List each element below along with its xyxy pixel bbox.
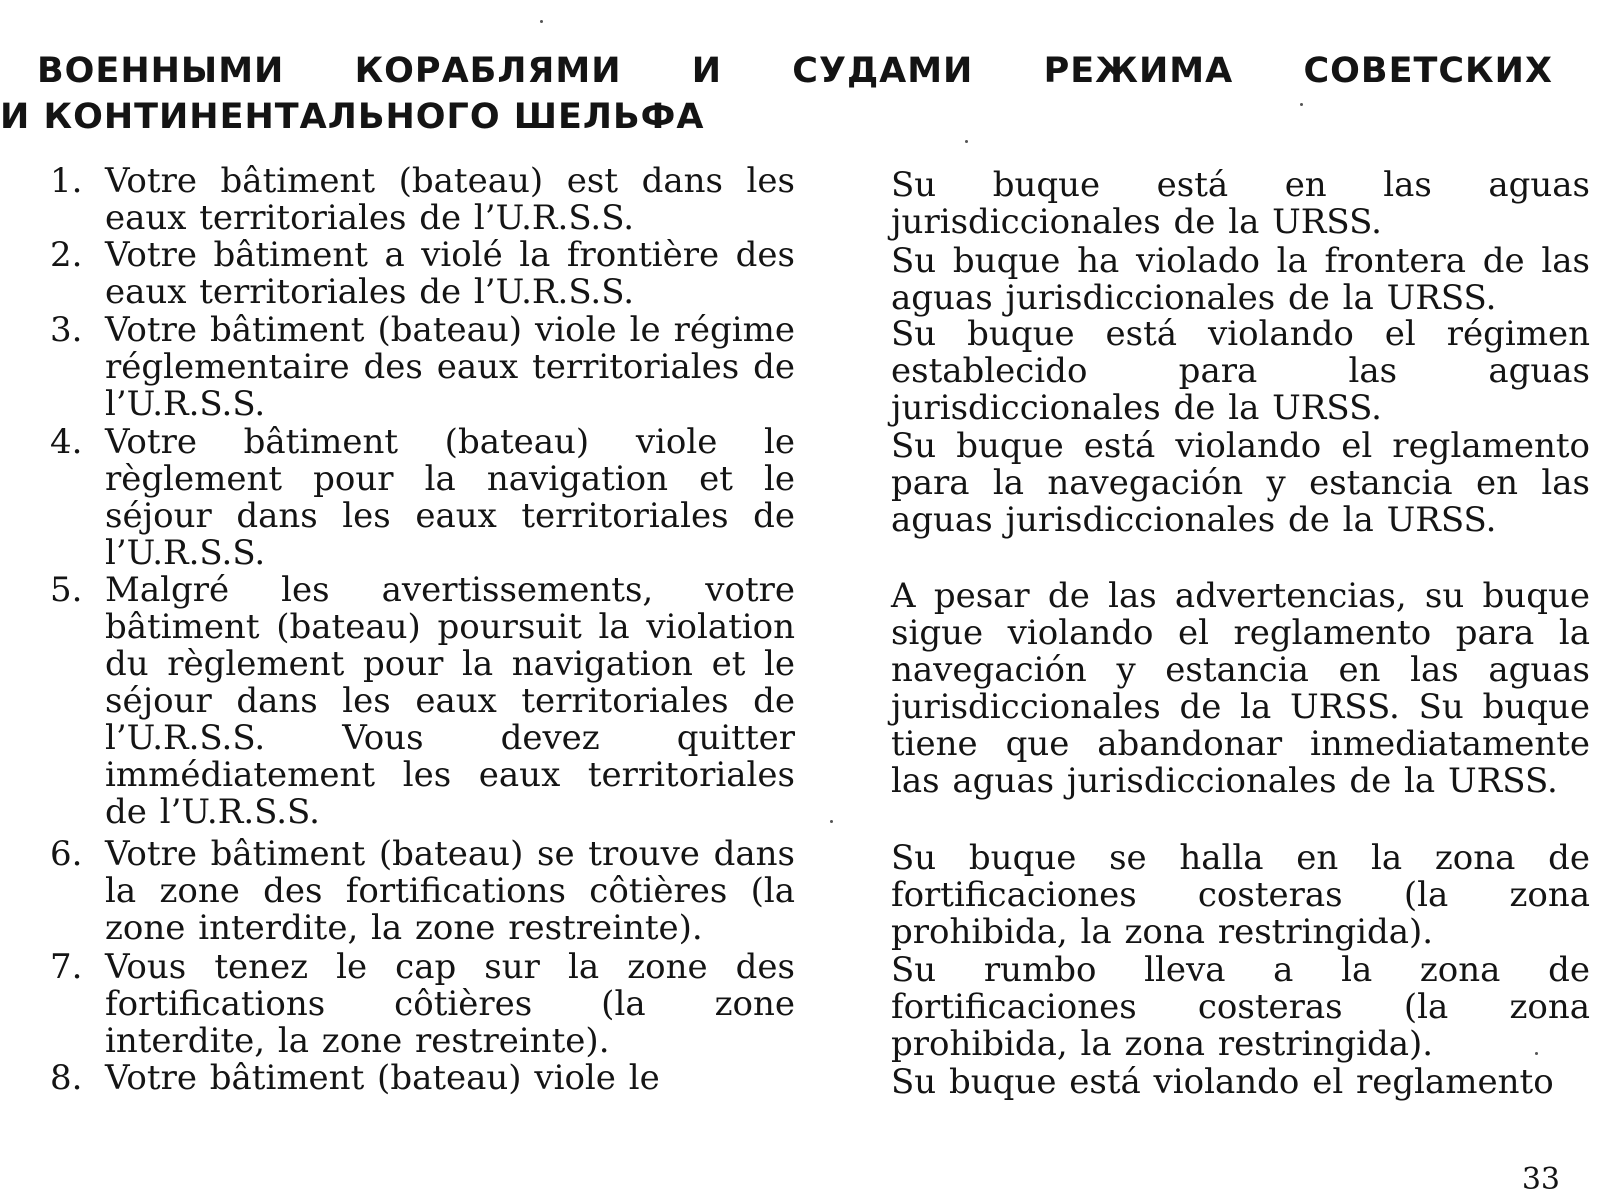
item-text: Su buque está violando el régimen establecido para las aguas jurisdiccionales de la URSS. <box>891 314 1590 428</box>
heading-word: СУДАМИ <box>792 51 974 91</box>
item-number: 1. <box>50 161 83 201</box>
item-number: 5. <box>50 570 83 610</box>
item-text: Votre bâtiment (bateau) viole le <box>105 1058 660 1098</box>
french-item-1 <box>50 163 795 237</box>
item-text: Su buque se halla en la zona de fortificaciones costeras (la zona prohibida, la zona restringida). <box>891 838 1590 952</box>
spanish-item-7 <box>853 952 1590 1063</box>
item-text: Votre bâtiment (bateau) est dans les eaux territoriales de l’U.R.S.S. <box>105 161 795 238</box>
scan-speck <box>1535 1052 1538 1055</box>
scan-speck <box>830 820 833 823</box>
french-item-3 <box>50 312 795 423</box>
heading-word: КОРАБЛЯМИ <box>354 51 622 91</box>
item-number: 2. <box>50 235 83 275</box>
item-text: Votre bâtiment (bateau) viole le régime réglementaire des eaux territoriales de l’U.R.S.S. <box>105 310 795 424</box>
item-text: Votre bâtiment a violé la frontière des eaux territoriales de l’U.R.S.S. <box>105 235 795 312</box>
french-item-6 <box>50 836 795 947</box>
heading-word: СОВЕТСКИХ <box>1303 51 1553 91</box>
heading-word: ВОЕННЫМИ <box>37 51 285 91</box>
item-number: 7. <box>50 947 83 987</box>
item-text: Votre bâtiment (bateau) viole le règlement pour la navigation et le séjour dans les eaux territoriales de l’U.R.S.S. <box>105 422 795 573</box>
item-text: A pesar de las advertencias, su buque sigue violando el reglamento para la navegación y estancia en las aguas jurisdiccionales de la URSS. Su buque tiene que abandonar inmediatamente las aguas jurisdiccionales de la URSS. <box>891 576 1590 801</box>
spanish-item-5 <box>853 578 1590 800</box>
heading-word: РЕЖИМА <box>1043 51 1234 91</box>
item-number: 8. <box>50 1058 83 1098</box>
section-heading-line-1 <box>0 51 1553 91</box>
spanish-item-2 <box>853 243 1590 317</box>
spanish-item-8 <box>853 1064 1590 1101</box>
item-number: 6. <box>50 834 83 874</box>
item-text: Votre bâtiment (bateau) se trouve dans la zone des fortifications côtières (la zone interdite, la zone restreinte). <box>105 834 795 948</box>
french-item-2 <box>50 237 795 311</box>
scan-speck <box>1300 103 1303 106</box>
french-item-7 <box>50 949 795 1060</box>
spanish-item-1 <box>853 167 1590 241</box>
item-text: Su buque ha violado la frontera de las aguas jurisdiccionales de la URSS. <box>891 241 1590 318</box>
spanish-item-6 <box>853 840 1590 951</box>
french-item-5 <box>50 572 795 831</box>
scan-speck <box>965 140 968 143</box>
heading-word: И <box>691 51 723 91</box>
item-text: Su buque está en las aguas jurisdiccionales de la URSS. <box>891 165 1590 242</box>
section-heading-line-2: И КОНТИНЕНТАЛЬНОГО ШЕЛЬФА <box>0 97 705 137</box>
scan-speck <box>540 20 543 23</box>
item-text: Malgré les avertissements, votre bâtiment (bateau) poursuit la violation du règlement pour la navigation et le séjour dans les eaux territoriales de l’U.R.S.S. Vous devez quitter immédiatement les eaux territoriales de l’U.R.S.S. <box>105 570 795 832</box>
item-number: 4. <box>50 422 83 462</box>
spanish-item-3 <box>853 316 1590 427</box>
item-text: Su rumbo lleva a la zona de fortificaciones costeras (la zona prohibida, la zona restringida). <box>891 950 1590 1064</box>
item-number: 3. <box>50 310 83 350</box>
french-item-8 <box>50 1060 795 1097</box>
spanish-item-4 <box>853 428 1590 539</box>
item-text: Su buque está violando el reglamento <box>891 1062 1554 1102</box>
page-number: 33 <box>1521 1165 1560 1197</box>
item-text: Su buque está violando el reglamento para la navegación y estancia en las aguas jurisdiccionales de la URSS. <box>891 426 1590 540</box>
french-item-4 <box>50 424 795 572</box>
item-text: Vous tenez le cap sur la zone des fortifications côtières (la zone interdite, la zone restreinte). <box>105 947 795 1061</box>
